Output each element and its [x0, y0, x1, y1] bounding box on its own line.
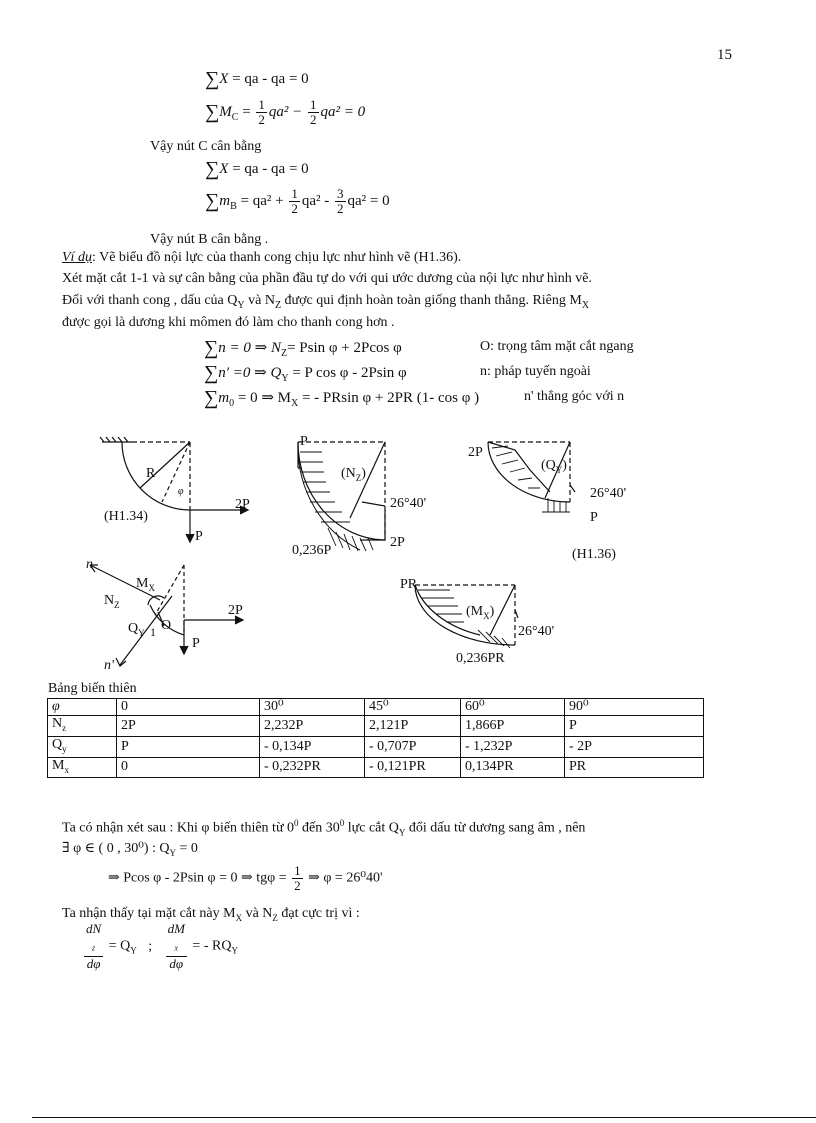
label-nz: $(N_Z)$ — [341, 466, 366, 483]
label-angle-nz: 26°40' — [390, 496, 427, 511]
label-angle-qy: 26°40' — [590, 486, 627, 501]
example-line-1: Ví dụ: Vẽ biểu đồ nội lực của thanh cong chịu lực như hình vẽ (H1.36). — [62, 250, 462, 265]
example-line-3: Đối với thanh cong , dấu của $Q_Y$ và $N_Z$ được qui định hoàn toàn giống thanh thẳng. Riêng $M_X$ — [62, 293, 590, 311]
table-cell: 2P — [117, 716, 260, 737]
table-cell: - 0,121PR — [365, 757, 461, 778]
label-one: 1 — [150, 625, 156, 639]
equation-sum-mb: $\sum m_B = qa^2$ + $\frac{1}{2}$ qa² - $\frac{3}{2}$ qa² = 0 — [205, 186, 390, 216]
table-cell: 2,121P — [365, 716, 461, 737]
example-line-4: được gọi là dương khi mômen đó làm cho thanh cong hơn . — [62, 315, 395, 330]
figure-diagrams — [60, 430, 760, 680]
table-cell: 60⁰ — [461, 699, 565, 716]
label-2p-section: 2P — [228, 603, 243, 618]
equation-sum-mc: $\sum M_C$ = $\frac{1}{2}$ qa² − $\frac{1}{2}$ qa² = 0 — [205, 97, 366, 127]
table-cell: 1,866P — [461, 716, 565, 737]
label-h134: (H1.34) — [104, 509, 148, 524]
label-2p-nz: 2P — [390, 535, 405, 550]
label-r: R — [146, 466, 156, 481]
label-0236pr: 0,236PR — [456, 651, 505, 666]
table-cell: P — [565, 716, 704, 737]
table-cell: 0 — [117, 757, 260, 778]
table-cell: - 0,134P — [260, 736, 365, 757]
remark-line-1: Ta có nhận xét sau : Khi φ biến thiên từ $0^0$ đến $30^0$ lực cắt $Q_Y$ đổi dấu từ dương sang âm , nên — [62, 818, 586, 838]
table-row — [48, 736, 704, 757]
table-cell: PR — [565, 757, 704, 778]
label-phi: φ — [178, 486, 184, 497]
note-o: O: trọng tâm mặt cắt ngang — [480, 339, 634, 354]
sum-m0: $\sum m_0 = 0$ ⇒ $M_X$ = - PRsin φ + 2PR (1- cos φ ) — [204, 387, 480, 409]
label-qy-sym: $Q_Y$ — [128, 621, 145, 638]
table-cell: $Q_y$ — [48, 736, 117, 757]
label-mx: $(M_X)$ — [466, 604, 495, 621]
sum-n: ∑n = 0 ⇒ $N_Z= Psin$ φ + 2Pcos φ — [204, 337, 402, 359]
label-p-h134: P — [195, 529, 203, 544]
label-p-section: P — [192, 636, 200, 651]
page-number: 15 — [717, 47, 732, 63]
remark-line-4: Ta nhận thấy tại mặt cắt này $M_X$ và $N_Z$ đạt cực trị vì : — [62, 906, 360, 923]
table-cell: - 2P — [565, 736, 704, 757]
label-2p-h134: 2P — [235, 497, 250, 512]
equation-sum-x-2: ∑X = qa - qa = 0 — [205, 158, 309, 180]
remark-line-3: ⇒ Pcos φ - 2Psin φ = 0 ⇒ tgφ = $\frac{1}{2}$ ⇒ φ = 26⁰40' — [108, 863, 383, 893]
table-cell: $N_z$ — [48, 716, 117, 737]
table-cell: P — [117, 736, 260, 757]
label-n-prime: n' — [104, 658, 114, 673]
sum-n-prime: ∑n′ =0 ⇒ $Q_Y = P$ cos φ - 2Psin φ — [204, 362, 407, 384]
variation-table — [47, 698, 704, 778]
table-cell: 90⁰ — [565, 699, 704, 716]
label-0236p: 0,236P — [292, 543, 332, 558]
table-cell: $M_x$ — [48, 757, 117, 778]
equation-sum-x-1: ∑X = qa - qa = 0 — [205, 68, 309, 90]
b-balanced-text: Vậy nút B cân bằng . — [150, 232, 269, 247]
label-2p-qy: 2P — [468, 445, 483, 460]
table-cell: 0,134PR — [461, 757, 565, 778]
example-line-2: Xét mặt cắt 1-1 và sự cân bằng của phần đầu tự do với qui ước dương của nội lực như hình vẽ. — [62, 271, 592, 286]
table-cell: - 0,707P — [365, 736, 461, 757]
table-title: Bảng biến thiên — [48, 681, 137, 696]
c-balanced-text: Vậy nút C cân bằng — [150, 139, 262, 154]
table-cell: 0 — [117, 699, 260, 716]
table-cell: - 1,232P — [461, 736, 565, 757]
table-row — [48, 757, 704, 778]
label-o: O — [161, 618, 172, 633]
label-angle-mx: 26°40' — [518, 624, 555, 639]
label-qy: $(Q_Y)$ — [541, 458, 567, 475]
label-mx-sym: $M_X$ — [136, 576, 155, 593]
table-cell: 30⁰ — [260, 699, 365, 716]
remark-line-2: ∃ φ ∈ ( 0 , 30⁰) : $Q_Y = 0$ — [62, 841, 198, 858]
bottom-rule — [32, 1117, 816, 1118]
table-cell: 2,232P — [260, 716, 365, 737]
table-row — [48, 699, 704, 716]
label-h136: (H1.36) — [572, 547, 616, 562]
derivative-relations: dN $_z$ dφ = $Q_Y$ ; dM $_x$ dφ = - $RQ_Y$ — [86, 921, 238, 971]
label-p-nz: P — [300, 434, 308, 449]
table-cell: φ — [48, 699, 117, 716]
table-cell: - 0,232PR — [260, 757, 365, 778]
table-cell: 45⁰ — [365, 699, 461, 716]
label-n-vec: n — [86, 557, 93, 572]
label-p-qy: P — [590, 510, 598, 525]
table-row — [48, 716, 704, 737]
note-n: n: pháp tuyến ngoài — [480, 364, 591, 379]
label-nz-sym: $N_Z$ — [104, 593, 120, 610]
note-n-prime: n' thẳng góc với n — [524, 389, 625, 404]
label-pr: PR — [400, 577, 418, 592]
